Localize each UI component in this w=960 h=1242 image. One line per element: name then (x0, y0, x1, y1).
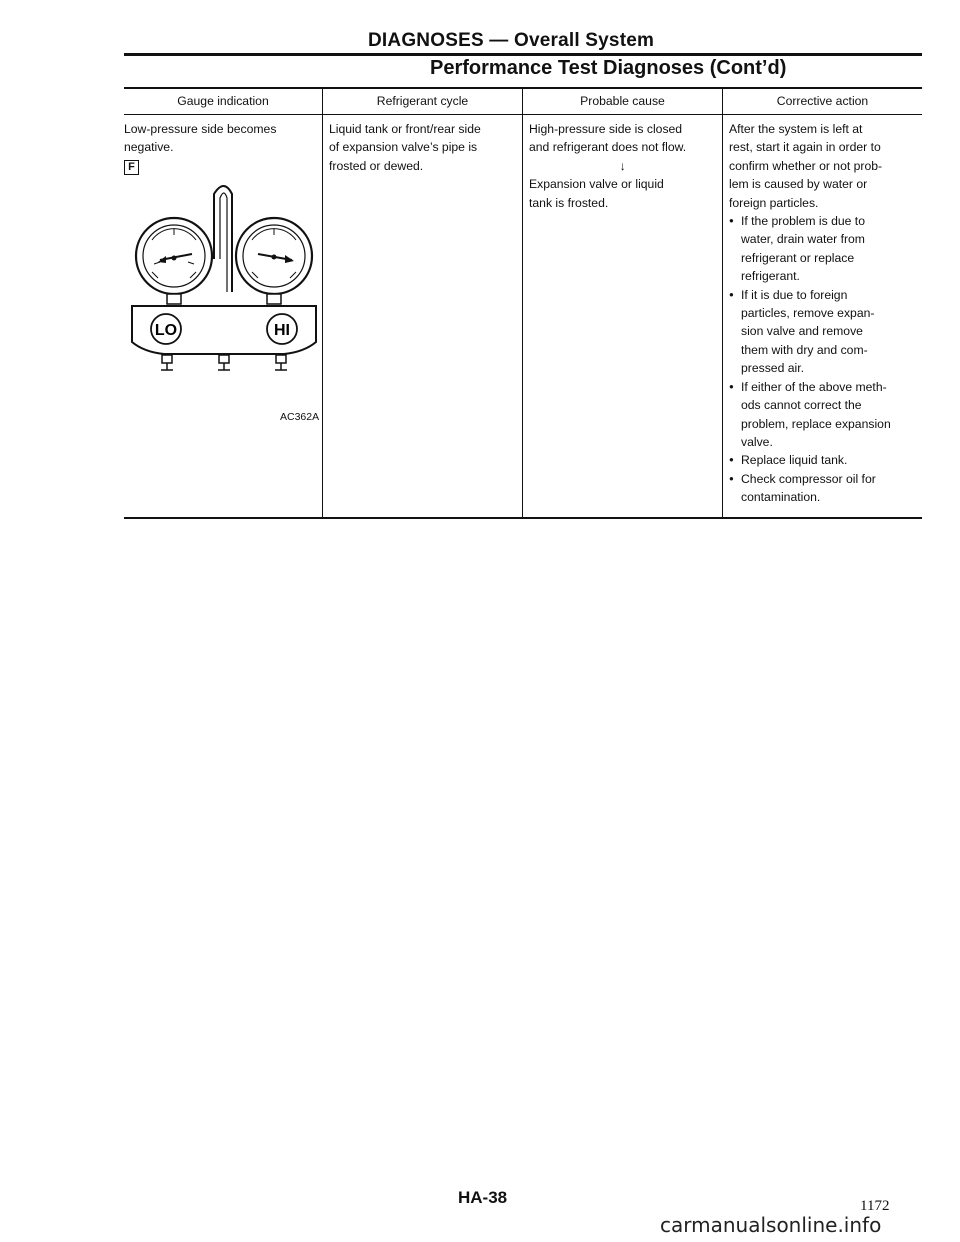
cycle-text-line: of expansion valve’s pipe is (329, 140, 478, 155)
header-refrigerant-cycle: Refrigerant cycle (376, 94, 469, 108)
header-probable-cause: Probable cause (580, 94, 665, 108)
list-item: ● If the problem is due to water, drain water from refrigerant or replace refrigerant. (729, 212, 916, 286)
column-corrective-action (722, 88, 922, 518)
list-item: ● Check compressor oil for contamination. (729, 470, 916, 507)
high-valve-label: HI (274, 322, 290, 339)
header-gauge-indication: Gauge indication (177, 94, 269, 108)
cause-text-line: tank is frosted. (529, 195, 609, 210)
action-intro-line: rest, start it again in order to (729, 140, 881, 155)
hose-loop (214, 186, 232, 292)
action-intro-line: confirm whether or not prob- (729, 158, 883, 173)
f-box-icon: F (124, 160, 139, 175)
list-item: ● If it is due to foreign particles, remove expan- sion valve and remove them with dry and com- pressed air. (729, 286, 916, 378)
section-subtitle: Performance Test Diagnoses (Cont’d) (430, 57, 787, 79)
watermark-text[interactable]: carmanualsonline.info (660, 1213, 882, 1237)
page-number: 1172 (860, 1198, 890, 1214)
column-gauge-indication (124, 88, 322, 518)
action-intro-line: After the system is left at (729, 122, 863, 136)
high-pressure-gauge-icon (236, 218, 312, 294)
gauge-text-line: negative. (124, 140, 174, 155)
down-arrow-icon: ↓ (619, 158, 626, 173)
figure-code: AC362A (280, 411, 320, 423)
low-pressure-gauge-icon (136, 218, 212, 294)
table-bottom-rule (124, 517, 922, 519)
gauge-text-line: Low-pressure side becomes (124, 122, 277, 136)
diagnosis-table (124, 88, 922, 519)
cause-text-line: and refrigerant does not flow. (529, 140, 687, 155)
cycle-text-line: Liquid tank or front/rear side (329, 122, 481, 136)
column-refrigerant-cycle (322, 88, 522, 518)
list-item: ● Replace liquid tank. (729, 451, 916, 469)
section-title: DIAGNOSES — Overall System (368, 30, 655, 51)
cycle-text-line: frosted or dewed. (329, 158, 424, 173)
action-intro-line: lem is caused by water or (729, 177, 868, 192)
low-valve-label: LO (154, 322, 178, 339)
column-probable-cause (522, 88, 722, 518)
manifold-gauge-figure (124, 174, 322, 374)
page-id: HA-38 (458, 1188, 508, 1207)
cause-text-line: High-pressure side is closed (529, 122, 683, 136)
header-rule-thick (124, 53, 922, 56)
cause-text-line: Expansion valve or liquid (529, 177, 664, 192)
header-corrective-action: Corrective action (776, 94, 869, 108)
action-bullet-list (729, 212, 916, 507)
action-intro-line: foreign particles. (729, 195, 819, 210)
list-item: ● If either of the above meth- ods cannot correct the problem, replace expansion valve. (729, 378, 916, 452)
